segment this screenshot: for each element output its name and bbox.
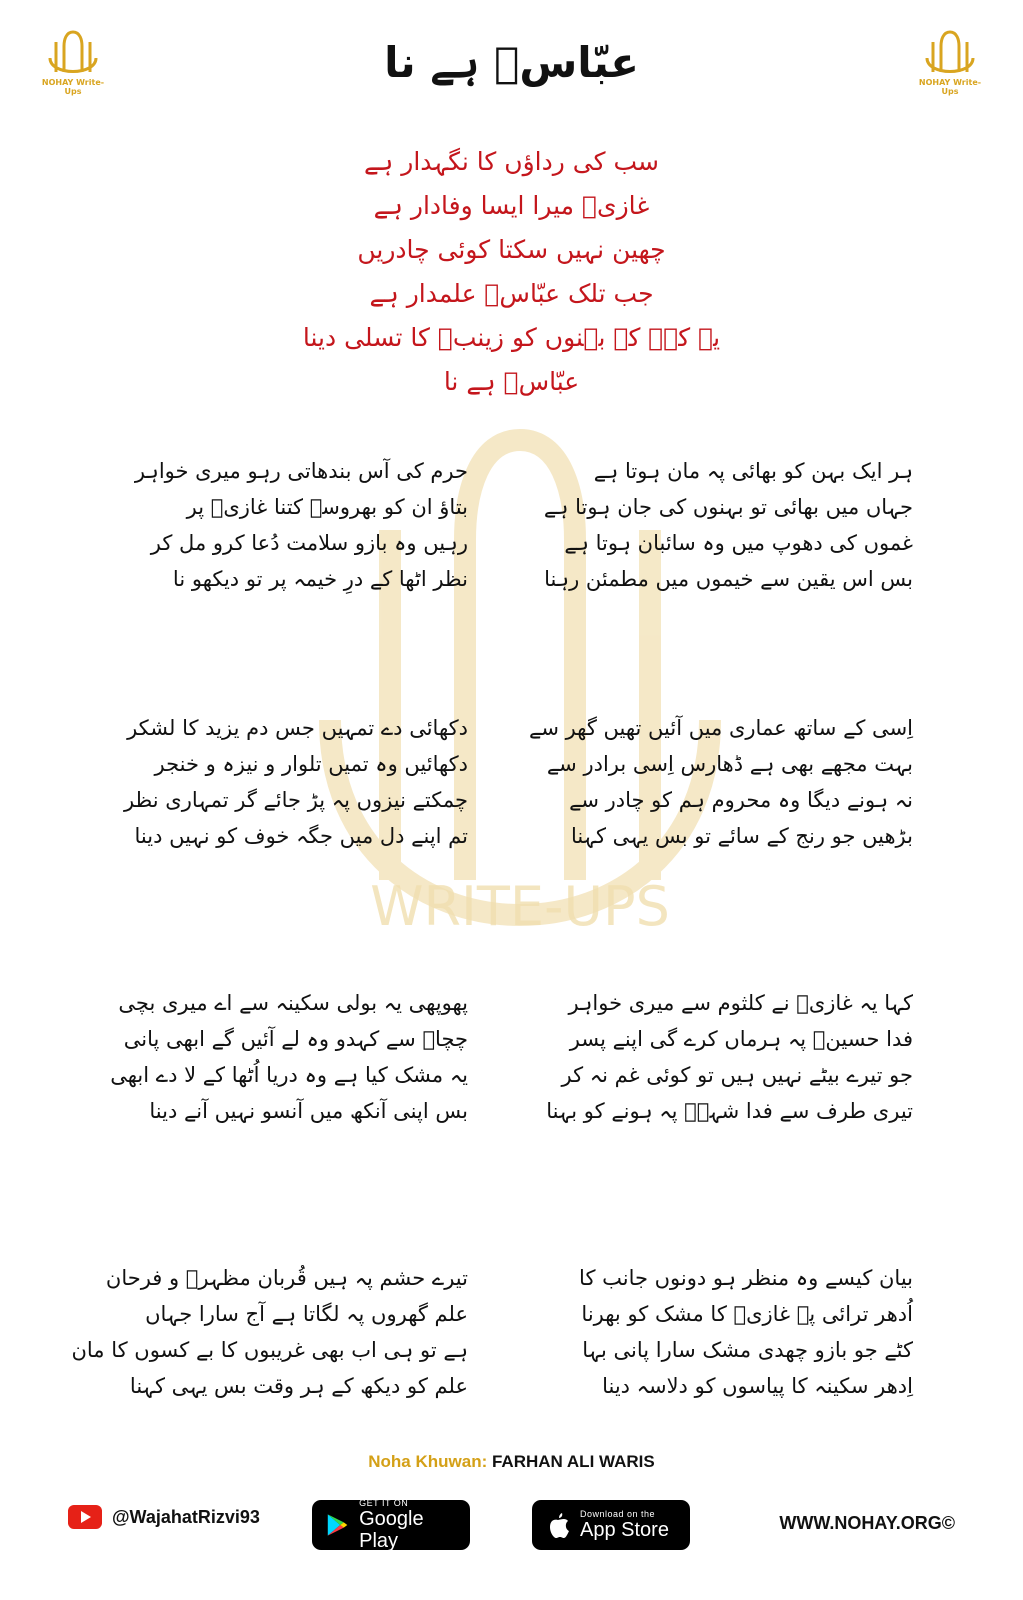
stanza-line: یہ مشک کیا ہے وہ دریا اُٹھا کے لا دے ابھی	[110, 1063, 468, 1087]
stanza-line: پھوپھی یہ بولی سکینہ سے اے میری بچی	[118, 991, 468, 1015]
app-store-big: App Store	[580, 1519, 669, 1541]
stanza-line: تم اپنے دل میں جگہ خوف کو نہیں دینا	[134, 824, 468, 848]
chorus-line: چھین نہیں سکتا کوئی چادریں	[357, 235, 666, 264]
stanza-2	[68, 453, 468, 597]
stanza-line: دکھائی دے تمہیں جس دم یزید کا لشکر	[127, 716, 468, 740]
stanza-7	[513, 1260, 913, 1404]
stanza-line: بس اپنی آنکھ میں آنسو نہیں آنے دینا	[149, 1099, 468, 1123]
stanza-line: غموں کی دھوپ میں وہ سائبان ہوتا ہے	[564, 531, 913, 555]
stanza-1	[513, 453, 913, 597]
stanza-line: فدا حسینؑ پہ ہرماں کرے گی اپنے پسر	[569, 1027, 913, 1051]
stanza-6	[68, 985, 468, 1129]
google-play-big: Google Play	[359, 1508, 424, 1552]
stanza-line: جو تیرے بیٹے نہیں ہیں تو کوئی غم نہ کر	[561, 1063, 913, 1087]
logo-text: NOHAY Write-Ups	[41, 78, 105, 96]
stanza-line: کہا یہ غازیؑ نے کلثوم سے میری خواہر	[568, 991, 913, 1015]
stanza-3	[513, 710, 913, 854]
apple-icon	[546, 1511, 570, 1539]
website-link[interactable]: WWW.NOHAY.ORG©	[779, 1513, 955, 1533]
stanza-line: بڑھیں جو رنج کے سائے تو بس یہی کہنا	[570, 824, 913, 848]
app-store-small: Download on the	[580, 1509, 656, 1519]
stanza-line: اِدھر سکینہ کا پیاسوں کو دلاسہ دینا	[602, 1374, 913, 1398]
stanza-line: دکھائیں وہ تمیں تلوار و نیزہ و خنجر	[154, 752, 468, 776]
stanza-line: علم کو دیکھ کے ہر وقت بس یہی کہنا	[129, 1374, 468, 1398]
stanza-line: اُدھر ترائی پہ غازیؑ کا مشک کو بھرنا	[581, 1302, 913, 1326]
chorus-line: سب کی رداؤں کا نگہدار ہے	[364, 147, 659, 176]
noha-khuwan-credit	[0, 1452, 1023, 1472]
stanza-line: علم گھروں پہ لگاتا ہے آج سارا جہاں	[145, 1302, 468, 1326]
stanza-4	[68, 710, 468, 854]
google-play-icon	[326, 1511, 349, 1539]
google-play-button[interactable]	[312, 1500, 470, 1550]
stanza-line: بس اس یقین سے خیموں میں مطمئن رہنا	[544, 567, 913, 591]
chorus-line: جب تلک عبّاسؑ علمدار ہے	[369, 279, 654, 308]
youtube-icon	[68, 1505, 102, 1529]
stanza-line: ہے تو ہی اب بھی غریبوں کا بے کسوں کا مان	[71, 1338, 468, 1362]
stanza-line: تیری طرف سے فدا شہہؑ پہ ہونے کو بہنا	[546, 1099, 913, 1123]
chorus	[0, 140, 1023, 404]
stanza-line: نہ ہونے دیگا وہ محروم ہم کو چادر سے	[569, 788, 913, 812]
stanza-line: بیان کیسے وہ منظر ہو دونوں جانب کا	[579, 1266, 913, 1290]
google-play-small: GET IT ON	[359, 1498, 409, 1508]
credit-name: FARHAN ALI WARIS	[491, 1452, 655, 1471]
stanza-line: چمکتے نیزوں پہ پڑ جائے گر تمہاری نظر	[123, 788, 468, 812]
app-store-button[interactable]	[532, 1500, 690, 1550]
stanza-line: چچاؑ سے کہدو وہ لے آئیں گے ابھی پانی	[123, 1027, 468, 1051]
stanza-line: نظر اٹھا کے درِ خیمہ پر تو دیکھو نا	[172, 567, 468, 591]
stanza-line: بتاؤ ان کو بھروسہ کتنا غازیؑ پر	[186, 495, 468, 519]
stanza-line: حرم کی آس بندھاتی رہو میری خواہر	[134, 459, 468, 483]
chorus-line: یہ کہہ کے بہنوں کو زینبؑ کا تسلی دینا	[302, 323, 721, 352]
chorus-line: عبّاسؑ ہے نا	[443, 367, 580, 396]
chorus-line: غازیؑ میرا ایسا وفادار ہے	[373, 191, 650, 220]
stanza-5	[513, 985, 913, 1129]
svg-text:WRITE-UPS: WRITE-UPS	[370, 875, 670, 938]
youtube-link[interactable]	[68, 1505, 260, 1529]
stanza-line: کٹے جو بازو چھدی مشک سارا پانی بہا	[582, 1338, 913, 1362]
stanza-line: بہت مجھے بھی ہے ڈھارس اِسی برادر سے	[546, 752, 913, 776]
credit-label: Noha Khuwan:	[368, 1452, 488, 1471]
page-title: عبّاسؑ ہے نا	[384, 38, 639, 87]
stanza-line: اِسی کے ساتھ عماری میں آئیں تھیں گھر سے	[529, 716, 913, 740]
stanza-line: رہیں وہ بازو سلامت دُعا کرو مل کر	[150, 531, 468, 555]
logo-text: NOHAY Write-Ups	[918, 78, 982, 96]
stanza-line: تیرے حشم پہ ہیں قُربان مظہرؔ و فرحان	[105, 1266, 468, 1290]
stanza-line: ہر ایک بہن کو بھائی پہ مان ہوتا ہے	[593, 459, 913, 483]
stanza-8	[68, 1260, 468, 1404]
youtube-handle: @WajahatRizvi93	[112, 1506, 260, 1527]
stanza-line: جہاں میں بھائی تو بہنوں کی جان ہوتا ہے	[543, 495, 913, 519]
